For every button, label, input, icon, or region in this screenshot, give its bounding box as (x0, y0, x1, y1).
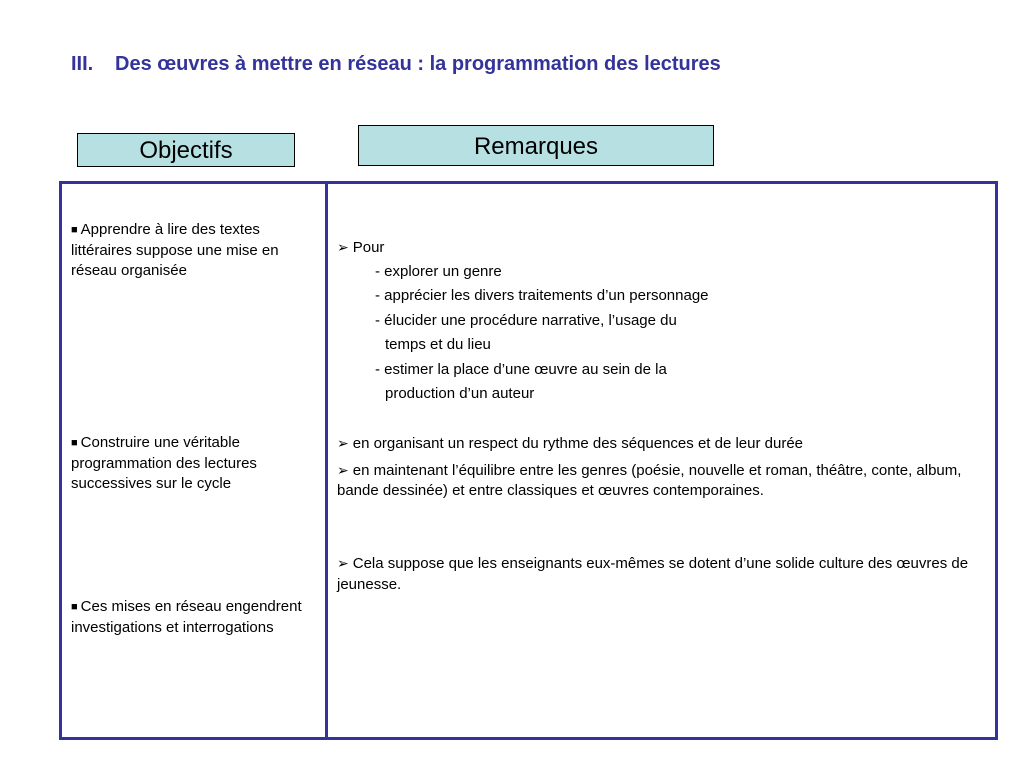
pour-item: - élucider une procédure narrative, l’usage du (375, 311, 677, 329)
remarque-culture: ➢ Cela suppose que les enseignants eux-mêmes se dotent d’une solide culture des œuvres de jeunesse. (337, 555, 969, 593)
pour-item-continuation: temps et du lieu (385, 336, 491, 353)
objectif-text: Ces mises en réseau engendrent investigations et interrogations (71, 598, 302, 636)
arrowhead-bullet-icon: ➢ (337, 555, 349, 571)
pour-item: - estimer la place d’une œuvre au sein de la (375, 360, 667, 378)
remarque-organisant: ➢ en organisant un respect du rythme des séquences et de leur durée (337, 435, 804, 452)
arrowhead-bullet-icon: ➢ (337, 461, 349, 478)
square-bullet-icon: ■ (71, 437, 78, 449)
section-title: Des œuvres à mettre en réseau : la programmation des lectures (115, 53, 721, 75)
remarque-genres-block (337, 433, 987, 502)
pour-item: - explorer un genre (375, 262, 502, 280)
arrowhead-bullet-icon: ➢ (337, 435, 349, 451)
square-bullet-icon: ■ (71, 601, 78, 613)
remarques-header: Remarques (358, 125, 714, 166)
remarque-maintenant: ➢ en maintenant l’équilibre entre les genres (poésie, nouvelle et roman, théâtre, conte, album, bande dessinée) et entre classiques et œuvres contemporaines. (337, 461, 962, 499)
column-divider (325, 181, 328, 740)
pour-item: - apprécier les divers traitements d’un personnage (375, 287, 709, 304)
pour-item-continuation: production d’un auteur (385, 385, 535, 402)
objectif-text: Construire une véritable programmation des lectures successives sur le cycle (71, 434, 257, 492)
objectif-item-2 (71, 433, 316, 495)
square-bullet-icon: ■ (71, 224, 78, 236)
objectifs-header: Objectifs (77, 133, 295, 167)
remarque-pour: ➢ Pour (337, 239, 385, 256)
remarque-culture-block (337, 553, 987, 595)
objectif-text: Apprendre à lire des textes littéraires suppose une mise en réseau organisée (71, 221, 279, 279)
objectif-item-1 (71, 220, 316, 282)
page-title (71, 53, 721, 76)
remarque-pour-block (337, 235, 987, 407)
arrowhead-bullet-icon: ➢ (337, 239, 349, 255)
section-number: III. (71, 53, 94, 75)
objectif-item-3 (71, 597, 316, 638)
